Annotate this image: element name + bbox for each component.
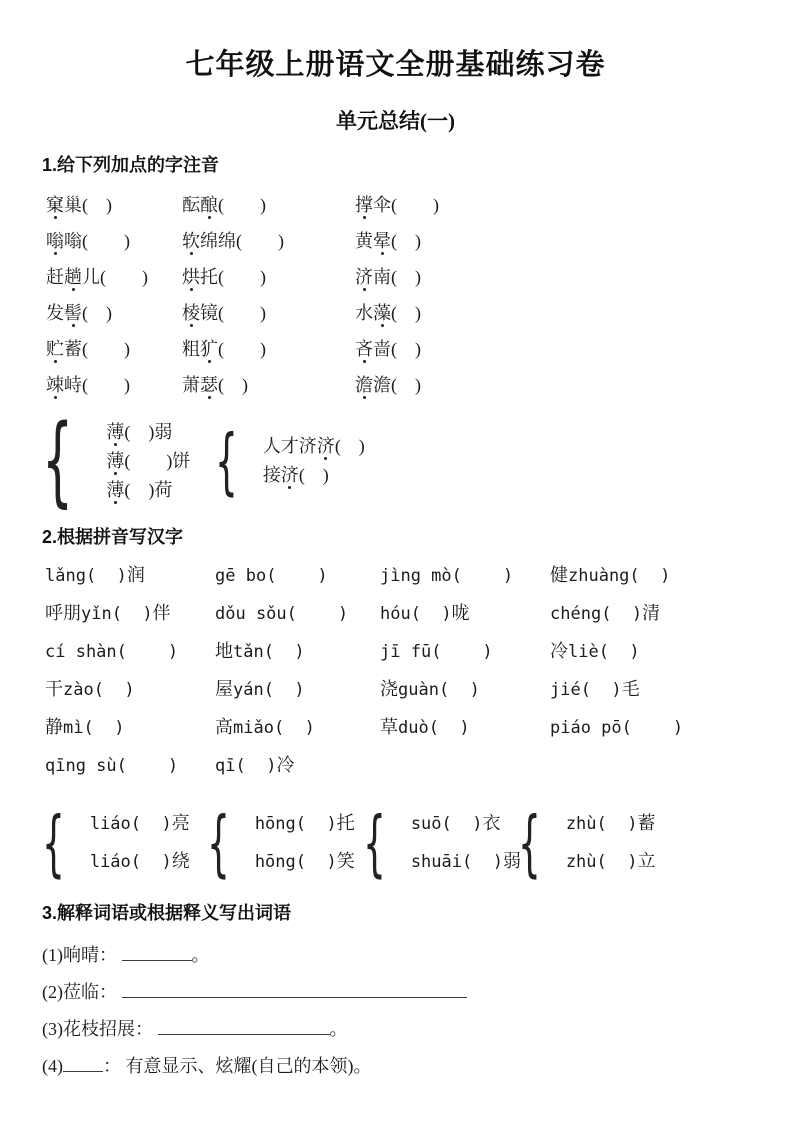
text-seg: 接 (262, 464, 281, 485)
brace-lines (106, 418, 190, 505)
text-seg: 健 (550, 565, 568, 585)
dotted-char: 吝 (355, 339, 373, 359)
dotted-char: 济 (355, 267, 373, 287)
brace-lines (263, 432, 365, 490)
text-seg: 冷 (550, 641, 568, 661)
page-subtitle: 单元总结(一) (336, 109, 455, 133)
text-seg: 衣 (482, 813, 501, 833)
definition-item (42, 937, 791, 974)
word-item (90, 805, 190, 843)
word-item (380, 671, 550, 709)
pinyin-seg: jìng mò (380, 566, 452, 586)
text-seg: ( ) (391, 303, 421, 323)
pinyin-seg: tǎn (233, 642, 264, 662)
left-brace-icon: { (207, 800, 230, 885)
word-item (182, 367, 355, 403)
brace-group (518, 800, 656, 885)
word-item (550, 557, 791, 595)
text-seg: 润 (126, 565, 145, 585)
word-item (45, 595, 215, 633)
text-seg: 干 (45, 679, 63, 699)
dotted-char: 澹 (355, 375, 373, 395)
text-seg: (4) (42, 1056, 63, 1076)
text-seg: 啬( ) (373, 339, 421, 359)
dotted-char: 薄 (106, 479, 125, 500)
pinyin-seg: ( ) (295, 852, 337, 872)
word-item (411, 805, 521, 843)
text-seg: 水 (355, 303, 373, 323)
dotted-char: 软 (182, 231, 200, 251)
section2-word-grid (45, 557, 791, 785)
pinyin-seg: ( ) (596, 852, 638, 872)
dotted-char: 薄 (106, 450, 125, 471)
word-item (215, 709, 380, 747)
text-seg: 萧 (182, 375, 200, 395)
text-seg: 立 (637, 851, 656, 871)
pinyin-seg: ( ) (428, 718, 470, 738)
pinyin-seg: ( ) (263, 680, 305, 700)
dotted-char: 晕 (373, 231, 391, 251)
left-brace-icon: { (215, 418, 238, 503)
dotted-char: 趟 (64, 267, 82, 287)
dotted-char: 薄 (106, 421, 125, 442)
text-seg: 屋 (215, 679, 233, 699)
text-seg: 地 (215, 641, 233, 661)
pinyin-seg: suō (410, 814, 442, 834)
text-seg: ( ) (298, 464, 329, 485)
text-seg: 静 (45, 717, 63, 737)
pinyin-seg: ( ) (286, 604, 349, 624)
dotted-char: 藻 (373, 303, 391, 323)
word-item (550, 633, 791, 671)
word-item (106, 476, 190, 505)
pinyin-seg: ( ) (601, 604, 643, 624)
dotted-char: 酿 (200, 195, 218, 215)
text-seg: ( ) (391, 231, 421, 251)
left-brace-icon: { (518, 800, 541, 885)
text-seg: 巢( ) (64, 195, 112, 215)
word-item (182, 259, 355, 295)
word-item (182, 331, 355, 367)
dotted-char: 撑 (355, 195, 373, 215)
text-seg: 浇 (380, 679, 398, 699)
word-item (566, 843, 656, 881)
word-item (380, 709, 550, 747)
text-seg: 绕 (171, 851, 190, 871)
pinyin-seg: ( ) (111, 604, 153, 624)
pinyin-seg: zào (63, 680, 94, 700)
dotted-char: 济 (316, 435, 335, 456)
text-seg: (2)莅临： (42, 982, 122, 1002)
pinyin-seg: ( ) (263, 642, 305, 662)
pinyin-seg: ( ) (235, 756, 277, 776)
word-item (355, 187, 791, 223)
pinyin-seg: ( ) (431, 642, 493, 662)
word-item (380, 557, 550, 595)
pinyin-seg: miǎo (233, 718, 274, 738)
word-item (215, 633, 380, 671)
word-item (215, 595, 380, 633)
text-seg: 笑 (336, 851, 355, 871)
word-item (46, 187, 182, 223)
pinyin-seg: ( ) (93, 680, 135, 700)
text-seg: (1)响晴： (42, 945, 122, 965)
dotted-char: 烘 (182, 267, 200, 287)
text-seg: 。 (191, 945, 210, 965)
word-item (106, 447, 190, 476)
pinyin-seg: ( ) (83, 718, 125, 738)
pinyin-seg: mì (63, 718, 84, 738)
brace-group (42, 403, 191, 518)
brace-group (42, 800, 190, 885)
text-seg: ( ) (334, 435, 365, 456)
definition-item (42, 974, 791, 1011)
word-item (46, 367, 182, 403)
left-brace-icon: { (42, 403, 74, 518)
text-seg: 亮 (171, 813, 190, 833)
text-seg: 南( ) (373, 267, 421, 287)
text-seg: (3)花枝招展： (42, 1019, 158, 1039)
word-item (255, 843, 355, 881)
text-seg: 澹( ) (373, 375, 421, 395)
section3-heading: 3.解释词语或根据释义写出词语 (42, 903, 292, 923)
pinyin-seg: piáo pō (550, 718, 622, 738)
word-item (355, 295, 791, 331)
pinyin-seg: jié (550, 680, 581, 700)
word-item (355, 367, 791, 403)
pinyin-seg: lǎng (45, 566, 86, 586)
brace-lines (566, 805, 656, 881)
text-seg: 人才济 (262, 435, 317, 456)
text-seg: ： 有意显示、炫耀(自己的本领)。 (103, 1056, 372, 1076)
page-title: 七年级上册语文全册基础练习卷 (185, 49, 606, 81)
text-seg: 高 (215, 717, 233, 737)
brace-lines (411, 805, 521, 881)
pinyin-seg: ( ) (580, 680, 622, 700)
word-item (550, 671, 791, 709)
text-seg: 发 (46, 303, 64, 323)
pinyin-seg: ( ) (462, 852, 503, 872)
word-item (45, 671, 215, 709)
word-item (46, 223, 182, 259)
word-item (215, 671, 380, 709)
text-seg: 绵绵( ) (200, 231, 284, 251)
pinyin-seg: hóu (380, 604, 411, 624)
text-seg: 赶 (46, 267, 64, 287)
pinyin-seg: hōng (254, 814, 296, 834)
pinyin-seg: liè (568, 642, 599, 662)
dotted-char: 棱 (182, 303, 200, 323)
pinyin-seg: ( ) (451, 566, 514, 586)
pinyin-seg: dǒu sǒu (215, 604, 287, 624)
word-item (215, 557, 380, 595)
definition-item (42, 1048, 791, 1085)
section2-brace-groups (0, 800, 791, 885)
word-item (182, 187, 355, 223)
pinyin-seg: ( ) (598, 642, 640, 662)
text-seg: ( )弱 (124, 421, 173, 442)
text-seg: 呼朋 (45, 603, 81, 623)
text-seg: ( )荷 (124, 479, 173, 500)
dotted-char: 窠 (46, 195, 64, 215)
word-item (411, 843, 521, 881)
pinyin-seg: ( ) (621, 718, 684, 738)
pinyin-seg: zhù (565, 852, 597, 872)
text-seg: 咙 (451, 603, 470, 623)
text-seg: 清 (642, 603, 661, 623)
word-item (355, 331, 791, 367)
dotted-char: 贮 (46, 339, 64, 359)
word-item (182, 223, 355, 259)
word-item (380, 595, 550, 633)
brace-group (215, 418, 365, 503)
pinyin-seg: cí shàn (45, 642, 117, 662)
pinyin-seg: ( ) (295, 814, 337, 834)
pinyin-seg: liáo (89, 814, 131, 834)
text-seg: 冷 (276, 755, 295, 775)
pinyin-seg: ( ) (438, 680, 480, 700)
text-seg: 伴 (152, 603, 171, 623)
text-seg: 。 (329, 1019, 348, 1039)
pinyin-seg: hōng (254, 852, 296, 872)
text-seg: 草 (380, 717, 398, 737)
pinyin-seg: ( ) (130, 814, 172, 834)
word-item (46, 259, 182, 295)
text-seg: ( )饼 (124, 450, 191, 471)
dotted-char: 济 (280, 464, 299, 485)
text-seg: 粗 (182, 339, 200, 359)
brace-lines (90, 805, 190, 881)
section1-heading: 1.给下列加点的字注音 (42, 155, 220, 175)
text-seg: ( ) (82, 303, 112, 323)
pinyin-seg: zhuàng (568, 566, 630, 586)
pinyin-seg: ( ) (596, 814, 638, 834)
text-seg: 酝 (182, 195, 200, 215)
pinyin-seg: ( ) (441, 814, 483, 834)
text-seg: 蓄 (637, 813, 656, 833)
word-item (550, 709, 791, 747)
pinyin-seg: qīng sù (45, 756, 117, 776)
section1-brace-groups (0, 403, 791, 518)
pinyin-seg: ( ) (266, 566, 328, 586)
text-seg: 儿( ) (82, 267, 148, 287)
brace-group (207, 800, 355, 885)
text-seg: 黄 (355, 231, 373, 251)
pinyin-seg: jī fū (380, 642, 432, 662)
brace-lines (255, 805, 355, 881)
word-item (46, 331, 182, 367)
section3-definition-list (42, 937, 791, 1085)
definition-item (42, 1011, 791, 1048)
pinyin-seg: chéng (550, 604, 602, 624)
pinyin-seg: ( ) (85, 566, 127, 586)
pinyin-seg: shuāi (410, 852, 462, 872)
pinyin-seg: ( ) (629, 566, 671, 586)
dotted-char: 髻 (64, 303, 82, 323)
text-seg: ( ) (218, 339, 266, 359)
text-seg: 峙( ) (64, 375, 130, 395)
section2-heading: 2.根据拼音写汉字 (42, 527, 184, 547)
pinyin-seg: qī (215, 756, 236, 776)
pinyin-seg: ( ) (273, 718, 315, 738)
word-item (215, 747, 380, 785)
brace-group (363, 800, 521, 885)
word-item (550, 595, 791, 633)
text-seg: ( ) (218, 375, 248, 395)
text-seg: 弱 (502, 851, 521, 871)
text-seg: 托( ) (200, 267, 266, 287)
answer-blank (122, 982, 467, 998)
word-item (45, 557, 215, 595)
pinyin-seg: yán (233, 680, 264, 700)
word-item (355, 223, 791, 259)
pinyin-seg: gē bo (215, 566, 267, 586)
word-item (263, 461, 365, 490)
pinyin-seg: ( ) (410, 604, 452, 624)
word-item (45, 747, 215, 785)
pinyin-seg: ( ) (116, 642, 179, 662)
answer-blank (158, 1019, 330, 1035)
text-seg: 嗡( ) (64, 231, 130, 251)
left-brace-icon: { (42, 800, 65, 885)
word-item (355, 259, 791, 295)
word-item (380, 633, 550, 671)
answer-blank (122, 945, 192, 961)
text-seg: 托 (336, 813, 355, 833)
dotted-char: 犷 (200, 339, 218, 359)
dotted-char: 嗡 (46, 231, 64, 251)
text-seg: 蓄( ) (64, 339, 130, 359)
dotted-char: 竦 (46, 375, 64, 395)
word-item (45, 633, 215, 671)
pinyin-seg: ( ) (116, 756, 179, 776)
pinyin-seg: liáo (89, 852, 131, 872)
word-item (566, 805, 656, 843)
section1-word-grid (46, 187, 791, 403)
pinyin-seg: duò (398, 718, 429, 738)
dotted-char: 瑟 (200, 375, 218, 395)
word-item (90, 843, 190, 881)
word-item (46, 295, 182, 331)
left-brace-icon: { (363, 800, 386, 885)
word-item (255, 805, 355, 843)
text-seg: 镜( ) (200, 303, 266, 323)
text-seg: ( ) (218, 195, 266, 215)
word-item (45, 709, 215, 747)
pinyin-seg: guàn (398, 680, 439, 700)
pinyin-seg: zhù (565, 814, 597, 834)
word-item (263, 432, 365, 461)
word-item (106, 418, 190, 447)
answer-blank (63, 1056, 103, 1072)
text-seg: 伞( ) (373, 195, 439, 215)
pinyin-seg: ( ) (130, 852, 172, 872)
text-seg: 毛 (621, 679, 640, 699)
pinyin-seg: yǐn (81, 604, 112, 624)
word-item (182, 295, 355, 331)
